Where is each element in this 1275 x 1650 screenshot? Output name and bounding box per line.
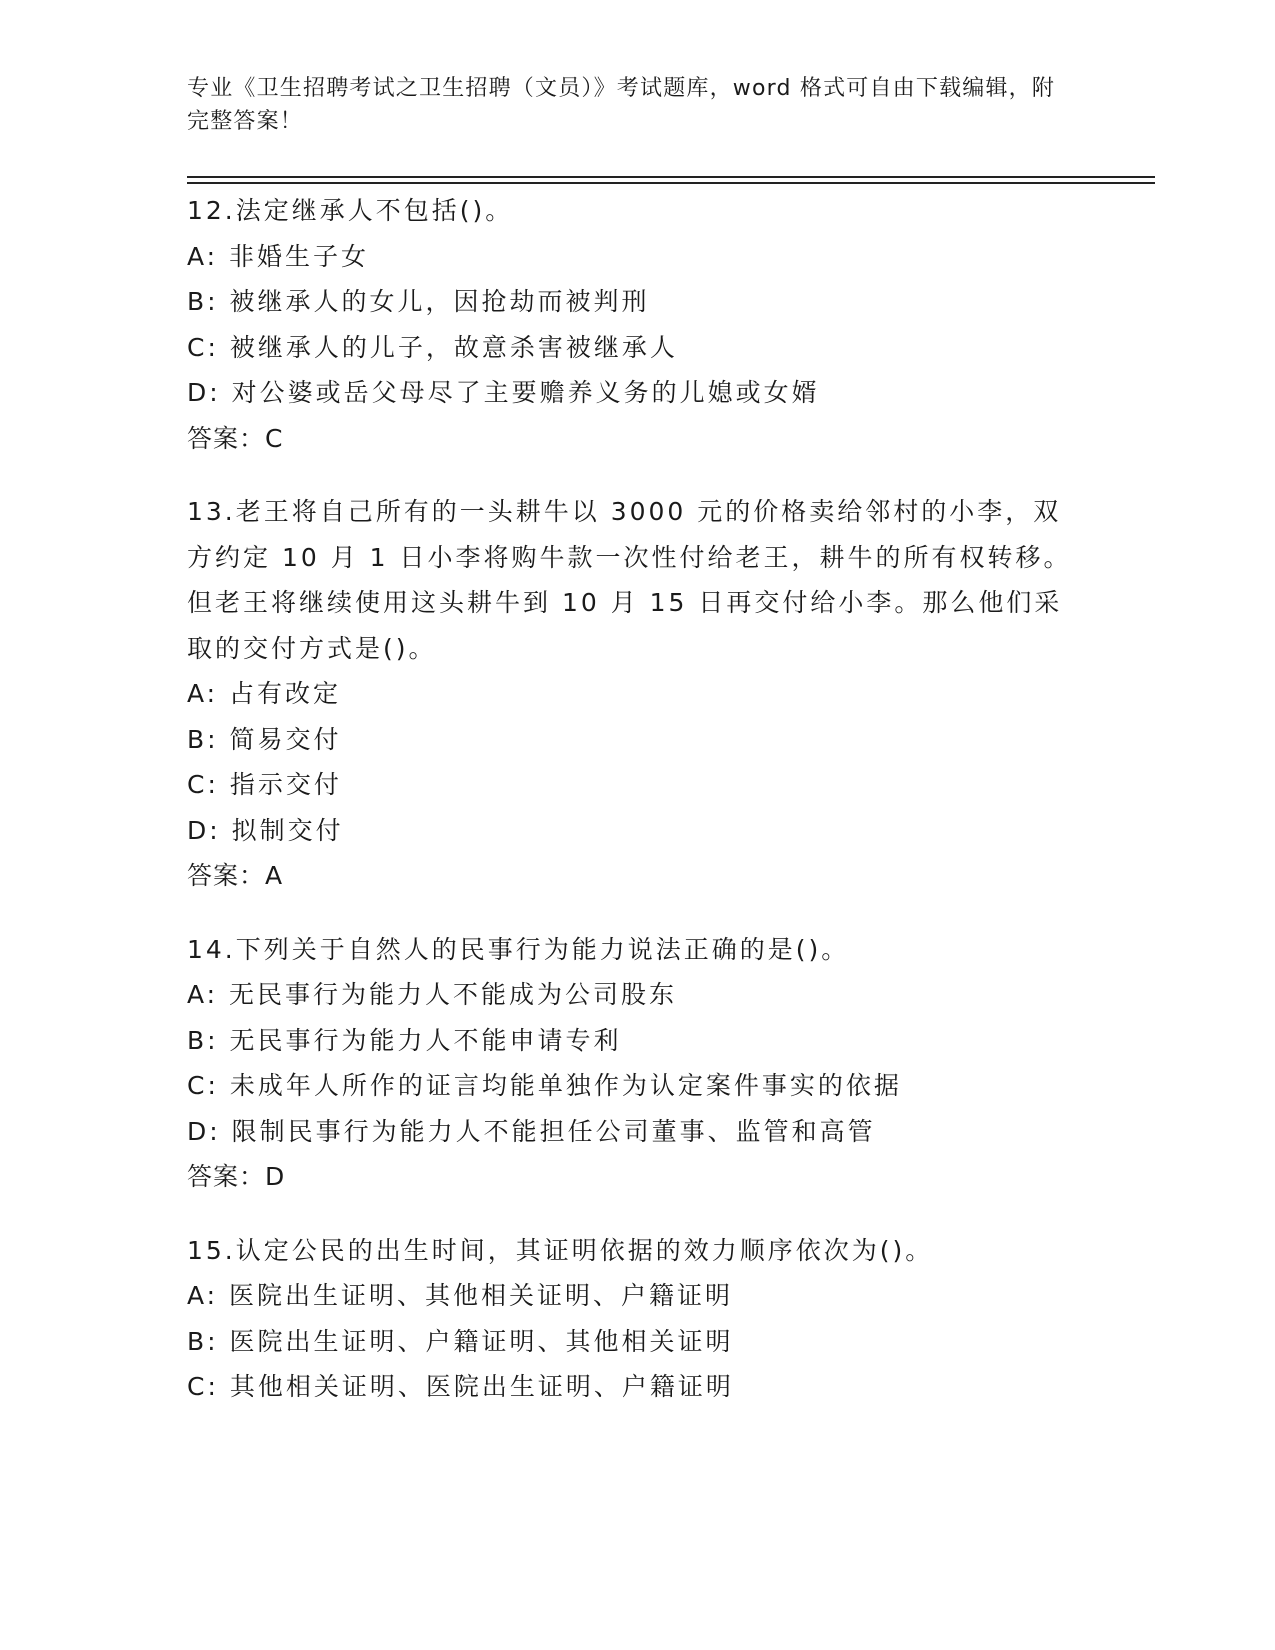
option-b: B: 简易交付: [187, 724, 342, 754]
answer-label: 答案：A: [187, 861, 284, 890]
header-rule-top: [187, 176, 1155, 178]
question-stem-line: 方约定 10 月 1 日小李将购牛款一次性付给老王，耕牛的所有权转移。: [187, 542, 1072, 572]
option-c: C: 被继承人的儿子，故意杀害被继承人: [187, 332, 678, 362]
answer-label: 答案：D: [187, 1162, 286, 1191]
document-header: 专业《卫生招聘考试之卫生招聘（文员）》考试题库，word 格式可自由下载编辑，附完整答案！: [187, 76, 1056, 134]
question-stem-line: 但老王将继续使用这头耕牛到 10 月 15 日再交付给小李。那么他们采: [187, 588, 1063, 617]
option-b: B: 医院出生证明、户籍证明、其他相关证明: [187, 1326, 734, 1356]
question-13: [187, 489, 1072, 899]
option-a: A: 医院出生证明、其他相关证明、户籍证明: [187, 1281, 734, 1310]
option-b: B: 无民事行为能力人不能申请专利: [187, 1025, 622, 1055]
option-d: D: 对公婆或岳父母尽了主要赡养义务的儿媳或女婿: [187, 378, 820, 407]
option-d: D: 限制民事行为能力人不能担任公司董事、监管和高管: [187, 1116, 876, 1146]
option-c: C: 指示交付: [187, 770, 342, 799]
header-rule-bottom: [187, 182, 1155, 184]
question-stem: 15.认定公民的出生时间，其证明依据的效力顺序依次为()。: [187, 1235, 934, 1265]
question-12: [187, 188, 1067, 461]
option-a: A: 非婚生子女: [187, 241, 370, 271]
question-stem-line: 取的交付方式是()。: [187, 633, 437, 663]
question-14: [187, 927, 1067, 1200]
question-stem: 12.法定继承人不包括()。: [187, 196, 514, 225]
question-list: [187, 188, 1072, 1438]
question-stem-line: 13.老王将自己所有的一头耕牛以 3000 元的价格卖给邻村的小李，双: [187, 497, 1062, 526]
option-a: A: 无民事行为能力人不能成为公司股东: [187, 980, 678, 1009]
option-c: C: 其他相关证明、医院出生证明、户籍证明: [187, 1372, 734, 1401]
option-d: D: 拟制交付: [187, 815, 344, 845]
question-stem: 14.下列关于自然人的民事行为能力说法正确的是()。: [187, 934, 850, 964]
option-c: C: 未成年人所作的证言均能单独作为认定案件事实的依据: [187, 1071, 902, 1100]
answer-label: 答案：C: [187, 423, 284, 453]
option-b: B: 被继承人的女儿，因抢劫而被判刑: [187, 287, 650, 316]
option-a: A: 占有改定: [187, 679, 342, 708]
question-15: [187, 1228, 1067, 1410]
